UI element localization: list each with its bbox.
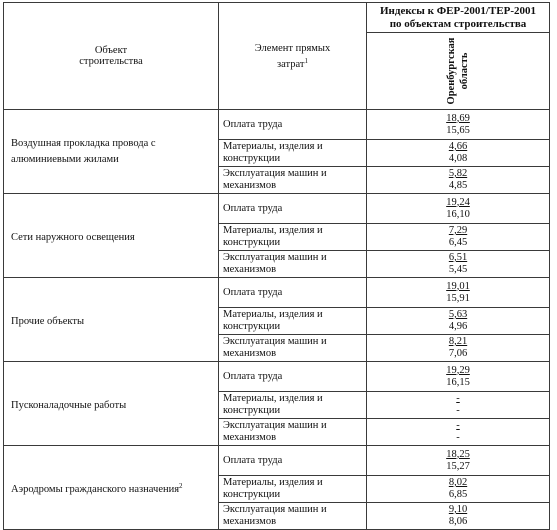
index-value-bottom: 6,45 [448, 237, 468, 248]
object-name: Сети наружного освещения [11, 231, 135, 243]
header-element-sup: 1 [304, 56, 308, 65]
element-cell [219, 335, 367, 362]
index-value-cell [367, 224, 550, 251]
element-cell [219, 419, 367, 446]
element-label: Эксплуатация машин и механизмов [223, 252, 327, 275]
header-element [219, 3, 367, 110]
table-row [4, 446, 550, 476]
element-label: Эксплуатация машин и механизмов [223, 168, 327, 191]
element-cell [219, 167, 367, 194]
object-cell [4, 110, 219, 194]
element-cell [219, 224, 367, 251]
table-body [4, 110, 550, 530]
header-region-line2: область [459, 52, 470, 90]
object-cell [4, 194, 219, 278]
header-region-line1: Оренбургская [446, 37, 457, 105]
element-label: Оплата труда [223, 286, 283, 298]
object-cell [4, 446, 219, 530]
index-value-bottom: - [456, 405, 460, 416]
header-element-line1: Элемент прямых [254, 42, 331, 54]
element-label: Эксплуатация машин и механизмов [223, 336, 327, 359]
index-value-top: 19,01 [446, 280, 470, 292]
element-label: Оплата труда [223, 454, 283, 466]
index-value-bottom: 6,85 [448, 489, 468, 500]
object-name: Аэродромы гражданского назначения [11, 483, 180, 495]
index-value-top: - [456, 420, 460, 431]
element-label: Оплата труда [223, 370, 283, 382]
index-value-top: 9,10 [448, 504, 468, 515]
index-value-cell [367, 392, 550, 419]
table-row [4, 362, 550, 392]
index-value-top: 18,69 [446, 112, 470, 124]
object-cell [4, 362, 219, 446]
index-value-cell [367, 476, 550, 503]
index-value-top: 4,66 [448, 141, 468, 152]
index-value-bottom: 4,08 [448, 153, 468, 164]
header-object [4, 3, 219, 110]
index-value-top: 19,24 [446, 196, 470, 208]
element-cell [219, 194, 367, 224]
object-cell [4, 278, 219, 362]
index-value-bottom: 15,65 [446, 124, 470, 136]
index-value-cell [367, 251, 550, 278]
element-label: Эксплуатация машин и механизмов [223, 504, 327, 527]
element-cell [219, 446, 367, 476]
index-value-top: 8,21 [448, 336, 468, 347]
header-object-line1: Объект [94, 45, 128, 56]
header-element-line2: затрат [277, 58, 305, 70]
index-value-bottom: 4,96 [448, 321, 468, 332]
element-label: Материалы, изделия и конструкции [223, 477, 323, 500]
object-footnote-sup: 2 [179, 481, 183, 490]
index-value-bottom: 16,10 [446, 208, 470, 220]
element-label: Материалы, изделия и конструкции [223, 393, 323, 416]
element-cell [219, 308, 367, 335]
element-cell [219, 362, 367, 392]
index-value-bottom: 15,27 [446, 460, 470, 472]
element-cell [219, 503, 367, 530]
index-value-top: 8,02 [448, 477, 468, 488]
element-cell [219, 110, 367, 140]
header-region [367, 33, 550, 110]
element-label: Материалы, изделия и конструкции [223, 141, 323, 164]
element-cell [219, 140, 367, 167]
element-label: Оплата труда [223, 202, 283, 214]
table-row [4, 194, 550, 224]
index-value-top: 5,82 [448, 168, 468, 179]
table-row [4, 278, 550, 308]
index-value-bottom: 8,06 [448, 516, 468, 527]
index-value-cell [367, 503, 550, 530]
index-value-bottom: 7,06 [448, 348, 468, 359]
index-value-top: 18,25 [446, 448, 470, 460]
element-cell [219, 251, 367, 278]
index-value-cell [367, 194, 550, 224]
index-value-cell [367, 278, 550, 308]
element-label: Эксплуатация машин и механизмов [223, 420, 327, 443]
element-cell [219, 392, 367, 419]
index-value-top: 5,63 [448, 309, 468, 320]
index-value-bottom: 16,15 [446, 376, 470, 388]
index-value-cell [367, 419, 550, 446]
index-value-cell [367, 110, 550, 140]
index-value-cell [367, 362, 550, 392]
header-indexes-line1: Индексы к ФЕР-2001/ТЕР-2001 [380, 4, 536, 17]
object-name: Воздушная прокладка провода с алюминиевыми жилами [11, 138, 156, 165]
index-value-cell [367, 167, 550, 194]
index-value-bottom: - [456, 432, 460, 443]
index-value-cell [367, 308, 550, 335]
header-indexes [367, 3, 550, 33]
element-cell [219, 278, 367, 308]
index-value-top: 7,29 [448, 225, 468, 236]
index-value-top: - [456, 393, 460, 404]
index-value-cell [367, 140, 550, 167]
element-label: Материалы, изделия и конструкции [223, 309, 323, 332]
header-indexes-line2: по объектам строительства [389, 17, 527, 30]
index-value-cell [367, 335, 550, 362]
element-cell [219, 476, 367, 503]
index-value-bottom: 5,45 [448, 264, 468, 275]
index-value-bottom: 15,91 [446, 292, 470, 304]
header-object-line2: строительства [79, 56, 143, 67]
price-index-table [3, 2, 550, 530]
element-label: Материалы, изделия и конструкции [223, 225, 323, 248]
object-name: Прочие объекты [11, 315, 85, 327]
index-value-cell [367, 446, 550, 476]
index-value-top: 19,29 [446, 364, 470, 376]
element-label: Оплата труда [223, 118, 283, 130]
object-name: Пусконаладочные работы [11, 399, 127, 411]
index-value-top: 6,51 [448, 252, 468, 263]
index-value-bottom: 4,85 [448, 180, 468, 191]
table-row [4, 110, 550, 140]
